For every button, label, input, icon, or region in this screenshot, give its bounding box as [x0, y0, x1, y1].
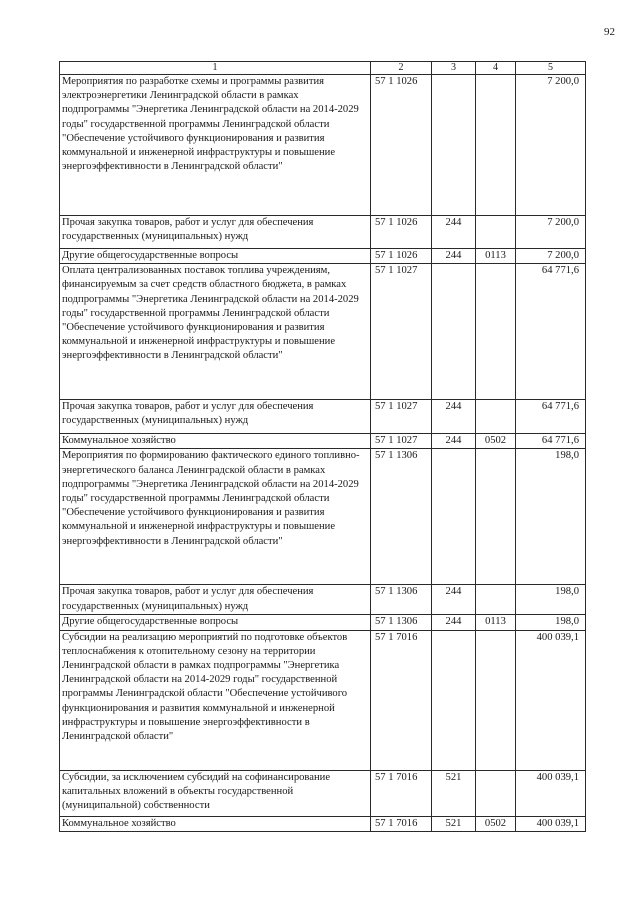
table-row — [60, 449, 586, 585]
row-type — [432, 449, 476, 585]
header-col-1: 1 — [60, 62, 371, 75]
row-code: 57 1 1306 — [371, 449, 432, 585]
row-amount: 64 771,6 — [516, 264, 586, 400]
row-type: 244 — [432, 615, 476, 630]
row-type: 244 — [432, 400, 476, 434]
table-row — [60, 216, 586, 249]
row-amount: 7 200,0 — [516, 249, 586, 264]
row-section: 0502 — [476, 816, 516, 831]
row-type: 244 — [432, 585, 476, 615]
row-amount: 7 200,0 — [516, 75, 586, 216]
row-section — [476, 75, 516, 216]
row-code: 57 1 1027 — [371, 264, 432, 400]
row-type: 521 — [432, 816, 476, 831]
row-name: Мероприятия по разработке схемы и программы развития электроэнергетики Ленинградской области в рамках подпрограммы "Энергетика Ленинградской области на 2014-2029 годы" государственной программы Ленинградской области "Обеспечение устойчивого функционирования и развития коммунальной и инженерной инфраструктуры и повышение энергоэффективности в Ленинградской области" — [60, 75, 371, 216]
row-code: 57 1 7016 — [371, 770, 432, 816]
page-number: 92 — [604, 26, 615, 38]
row-section — [476, 630, 516, 770]
header-col-4: 4 — [476, 62, 516, 75]
row-section — [476, 770, 516, 816]
table-header-row — [60, 62, 586, 75]
row-name: Субсидии, за исключением субсидий на софинансирование капитальных вложений в объекты государственной (муниципальной) собственности — [60, 770, 371, 816]
table-row — [60, 615, 586, 630]
row-amount: 400 039,1 — [516, 816, 586, 831]
row-code: 57 1 1026 — [371, 249, 432, 264]
row-section — [476, 216, 516, 249]
header-col-5: 5 — [516, 62, 586, 75]
row-section — [476, 264, 516, 400]
row-name: Коммунальное хозяйство — [60, 816, 371, 831]
row-amount: 400 039,1 — [516, 630, 586, 770]
row-amount: 64 771,6 — [516, 400, 586, 434]
row-type: 244 — [432, 216, 476, 249]
table-row — [60, 264, 586, 400]
row-type: 244 — [432, 249, 476, 264]
header-col-3: 3 — [432, 62, 476, 75]
row-section — [476, 449, 516, 585]
row-name: Прочая закупка товаров, работ и услуг для обеспечения государственных (муниципальных) нужд — [60, 216, 371, 249]
budget-table — [59, 61, 586, 832]
table-row — [60, 585, 586, 615]
row-name: Мероприятия по формированию фактического единого топливно-энергетического баланса Ленинградской области в рамках подпрограммы "Энергетика Ленинградской области на 2014-2029 годы" государственной программы Ленинградской области "Обеспечение устойчивого функционирования и развития коммунальной и инженерной инфраструктуры и повышение энергоэффективности в Ленинградской области" — [60, 449, 371, 585]
row-code: 57 1 1027 — [371, 434, 432, 449]
row-type — [432, 264, 476, 400]
row-amount: 64 771,6 — [516, 434, 586, 449]
row-name: Другие общегосударственные вопросы — [60, 249, 371, 264]
table-row — [60, 816, 586, 831]
row-name: Субсидии на реализацию мероприятий по подготовке объектов теплоснабжения к отопительному сезону на территории Ленинградской области в рамках подпрограммы "Энергетика Ленинградской области на 2014-2029 годы" государственной программы Ленинградской области "Обеспечение устойчивого функционирования и развития коммунальной и инженерной инфраструктуры и повышение энергоэффективности в Ленинградской области" — [60, 630, 371, 770]
row-amount: 400 039,1 — [516, 770, 586, 816]
row-amount: 198,0 — [516, 585, 586, 615]
header-col-2: 2 — [371, 62, 432, 75]
row-code: 57 1 1306 — [371, 615, 432, 630]
row-name: Прочая закупка товаров, работ и услуг для обеспечения государственных (муниципальных) нужд — [60, 585, 371, 615]
row-type: 521 — [432, 770, 476, 816]
table-row — [60, 249, 586, 264]
row-code: 57 1 1026 — [371, 216, 432, 249]
row-amount: 198,0 — [516, 615, 586, 630]
row-code: 57 1 7016 — [371, 630, 432, 770]
row-section: 0113 — [476, 249, 516, 264]
row-type — [432, 75, 476, 216]
row-type — [432, 630, 476, 770]
row-code: 57 1 1026 — [371, 75, 432, 216]
row-code: 57 1 1306 — [371, 585, 432, 615]
row-amount: 7 200,0 — [516, 216, 586, 249]
table-row — [60, 770, 586, 816]
row-section — [476, 585, 516, 615]
row-type: 244 — [432, 434, 476, 449]
row-section: 0113 — [476, 615, 516, 630]
row-section: 0502 — [476, 434, 516, 449]
table-row — [60, 630, 586, 770]
row-name: Оплата централизованных поставок топлива учреждениям, финансируемым за счет средств областного бюджета, в рамках подпрограммы "Энергетика Ленинградской области на 2014-2029 годы" государственной программы Ленинградской области "Обеспечение устойчивого функционирования и развития коммунальной и инженерной инфраструктуры и повышение энергоэффективности в Ленинградской области" — [60, 264, 371, 400]
row-code: 57 1 1027 — [371, 400, 432, 434]
table-row — [60, 75, 586, 216]
row-name: Прочая закупка товаров, работ и услуг для обеспечения государственных (муниципальных) нужд — [60, 400, 371, 434]
row-section — [476, 400, 516, 434]
row-code: 57 1 7016 — [371, 816, 432, 831]
row-name: Другие общегосударственные вопросы — [60, 615, 371, 630]
table-row — [60, 400, 586, 434]
table-row — [60, 434, 586, 449]
row-name: Коммунальное хозяйство — [60, 434, 371, 449]
row-amount: 198,0 — [516, 449, 586, 585]
